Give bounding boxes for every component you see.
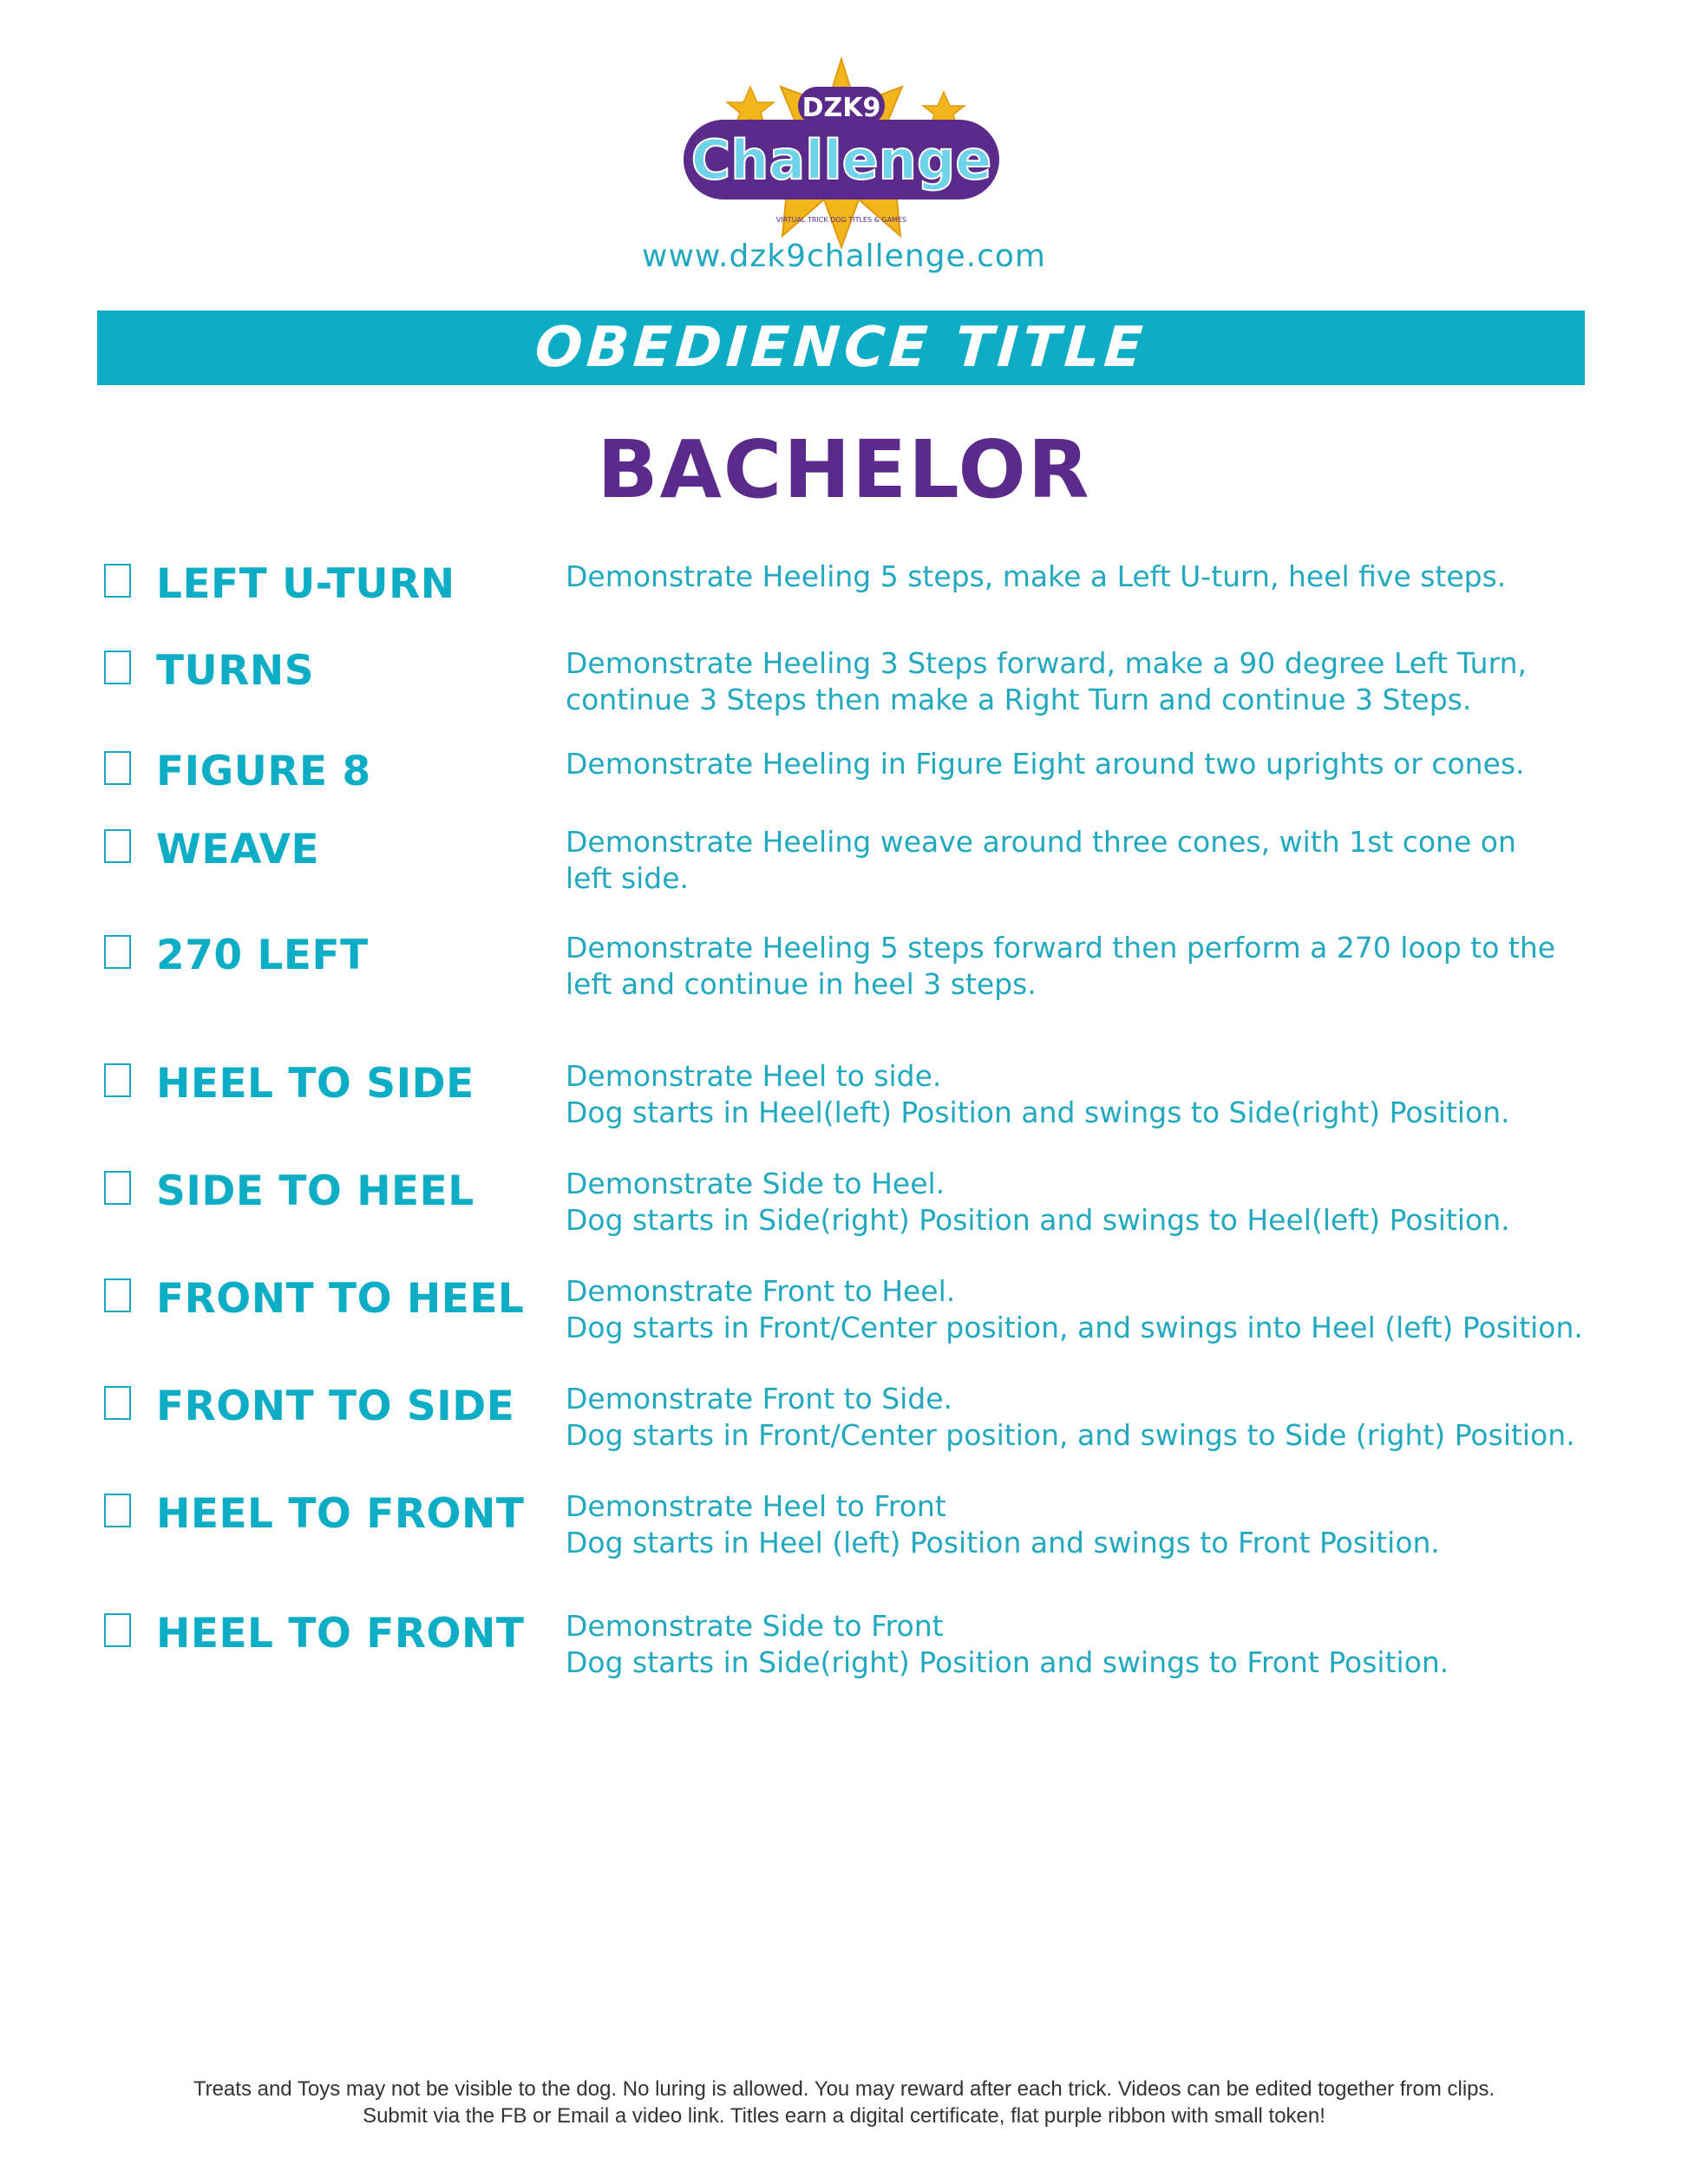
checkbox[interactable] (104, 751, 131, 785)
footer-line: Submit via the FB or Email a video link. Titles earn a digital certificate, flat purple ribbon with small token! (363, 2104, 1325, 2128)
exercise-name: LEFT U-TURN (156, 560, 455, 608)
exercise-description (566, 1381, 1606, 1454)
description-line: Demonstrate Front to Side. (566, 1382, 953, 1416)
checkbox[interactable] (104, 935, 131, 969)
description-line: continue 3 Steps then make a Right Turn and continue 3 Steps. (566, 683, 1472, 716)
exercise-name: HEEL TO FRONT (156, 1610, 525, 1658)
exercise-description (566, 645, 1606, 718)
checkbox[interactable] (104, 1171, 131, 1205)
description-line: Demonstrate Heeling 5 steps forward then perform a 270 loop to the (566, 931, 1556, 964)
description-line: Dog starts in Heel(left) Position and swings to Side(right) Position. (566, 1095, 1510, 1129)
svg-text:VIRTUAL TRICK DOG TITLES & GAM: VIRTUAL TRICK DOG TITLES & GAMES (775, 216, 907, 224)
exercise-description (566, 1058, 1606, 1131)
exercise-name: SIDE TO HEEL (156, 1167, 474, 1215)
dzk9-challenge-logo (668, 52, 1015, 252)
description-line: Dog starts in Side(right) Position and swings to Heel(left) Position. (566, 1203, 1510, 1237)
description-line: Demonstrate Heeling in Figure Eight around two uprights or cones. (566, 747, 1525, 781)
description-line: Dog starts in Side(right) Position and swings to Front Position. (566, 1645, 1449, 1679)
title-banner (97, 311, 1585, 385)
description-line: Demonstrate Side to Heel. (566, 1167, 945, 1200)
checkbox[interactable] (104, 829, 131, 863)
exercise-name: WEAVE (156, 826, 320, 873)
website-url[interactable]: www.dzk9challenge.com (642, 239, 1046, 274)
description-line: Dog starts in Front/Center position, and swings into Heel (left) Position. (566, 1311, 1583, 1344)
exercise-name: HEEL TO SIDE (156, 1060, 474, 1108)
description-line: Dog starts in Heel (left) Position and swings to Front Position. (566, 1526, 1440, 1560)
level-title: BACHELOR (597, 423, 1091, 516)
description-line: Demonstrate Heeling 5 steps, make a Left U-turn, heel five steps. (566, 559, 1507, 593)
exercise-description (566, 746, 1606, 782)
description-line: Dog starts in Front/Center position, and swings to Side (right) Position. (566, 1418, 1575, 1452)
checkbox[interactable] (104, 564, 131, 598)
exercise-name: FRONT TO HEEL (156, 1275, 525, 1323)
description-line: left and continue in heel 3 steps. (566, 967, 1037, 1001)
exercise-description (566, 930, 1606, 1003)
description-line: Demonstrate Heel to Front (566, 1489, 946, 1523)
footer-note (0, 2076, 1688, 2129)
exercise-name: FRONT TO SIDE (156, 1383, 515, 1430)
checkbox[interactable] (104, 651, 131, 684)
footer-line: Treats and Toys may not be visible to the dog. No luring is allowed. You may reward after each trick. Videos can be edited together from clips. (193, 2077, 1495, 2101)
exercise-name: FIGURE 8 (156, 748, 371, 795)
exercise-name: HEEL TO FRONT (156, 1490, 525, 1538)
description-line: Demonstrate Heel to side. (566, 1059, 942, 1093)
svg-text:DZK9: DZK9 (801, 93, 881, 123)
svg-text:Challenge: Challenge (690, 128, 992, 192)
description-line: Demonstrate Front to Heel. (566, 1274, 956, 1308)
checkbox[interactable] (104, 1613, 131, 1647)
description-line: left side. (566, 861, 690, 895)
exercise-description (566, 1166, 1606, 1239)
exercise-description (566, 559, 1606, 595)
exercise-description (566, 824, 1606, 897)
exercise-description (566, 1273, 1606, 1346)
banner-title: OBEDIENCE TITLE (533, 316, 1149, 380)
exercise-name: 270 LEFT (156, 932, 369, 979)
exercise-description (566, 1608, 1606, 1681)
exercise-description (566, 1488, 1606, 1561)
checkbox[interactable] (104, 1063, 131, 1097)
description-line: Demonstrate Heeling 3 Steps forward, make a 90 degree Left Turn, (566, 646, 1527, 680)
checkbox[interactable] (104, 1494, 131, 1527)
description-line: Demonstrate Side to Front (566, 1609, 944, 1643)
description-line: Demonstrate Heeling weave around three cones, with 1st cone on (566, 825, 1516, 859)
checkbox[interactable] (104, 1386, 131, 1420)
checkbox[interactable] (104, 1278, 131, 1312)
exercise-name: TURNS (156, 647, 315, 695)
